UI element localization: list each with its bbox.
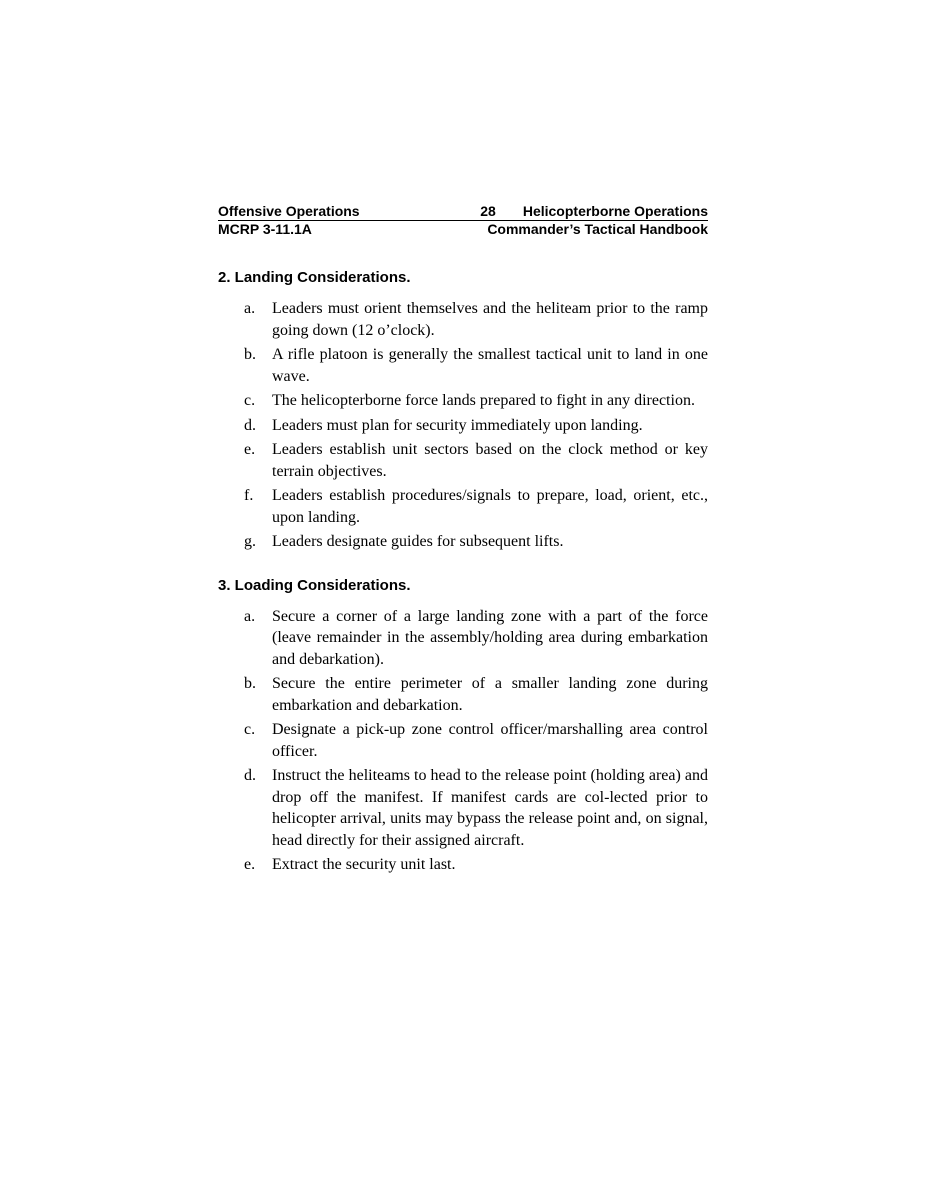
item-letter: g. xyxy=(244,533,256,550)
document-page xyxy=(218,203,708,879)
section-title-landing: 2. Landing Considerations. xyxy=(218,269,411,286)
item-text: Instruct the heliteams to head to the release point (holding area) and drop off the manifest. If manifest cards are col-lected prior to helicopter arrival, units may bypass the release point and, on signal, head directly for their assigned aircraft. xyxy=(272,767,708,849)
running-header-bottom xyxy=(218,221,708,238)
item-letter: c. xyxy=(244,721,256,738)
chapter-title: Offensive Operations xyxy=(218,203,360,219)
item-text: Secure the entire perimeter of a smaller landing zone during embarkation and debarkation. xyxy=(272,675,708,714)
item-letter: b. xyxy=(244,675,256,692)
list-item xyxy=(218,531,708,553)
item-text: Secure a corner of a large landing zone with a part of the force (leave remainder in the assembly/holding area during embarkation and debarkation). xyxy=(272,607,708,668)
page-number: 28 xyxy=(480,203,496,219)
publication-title: Commander’s Tactical Handbook xyxy=(487,221,708,237)
item-letter: e. xyxy=(244,856,256,873)
item-text: Leaders designate guides for subsequent lifts. xyxy=(272,533,564,550)
item-text: Designate a pick-up zone control officer/marshalling area control officer. xyxy=(272,721,708,760)
item-text: Extract the security unit last. xyxy=(272,856,456,873)
list-item xyxy=(218,298,708,341)
list-item xyxy=(218,765,708,851)
item-text: Leaders establish unit sectors based on the clock method or key terrain objectives. xyxy=(272,441,708,480)
section-topic: Helicopterborne Operations xyxy=(522,203,708,219)
list-item xyxy=(218,673,708,716)
publication-number: MCRP 3-11.1A xyxy=(218,221,312,237)
item-letter: d. xyxy=(244,416,256,434)
list-item xyxy=(218,344,708,387)
list-item xyxy=(218,439,708,482)
item-letter: a. xyxy=(244,607,256,625)
list-item xyxy=(218,415,708,437)
item-letter: a. xyxy=(244,300,256,317)
running-header-top xyxy=(218,203,708,221)
item-text: Leaders must orient themselves and the heliteam prior to the ramp going down (12 o’clock). xyxy=(272,300,708,339)
list-item xyxy=(218,390,708,412)
item-letter: c. xyxy=(244,392,256,409)
item-text: Leaders must plan for security immediately upon landing. xyxy=(272,416,643,434)
list-item xyxy=(218,854,708,876)
list-item xyxy=(218,485,708,528)
loading-considerations-list xyxy=(218,606,708,876)
list-item xyxy=(218,606,708,671)
item-text: The helicopterborne force lands prepared to fight in any direction. xyxy=(272,392,695,409)
section-title-loading: 3. Loading Considerations. xyxy=(218,576,411,594)
item-letter: d. xyxy=(244,767,256,784)
item-letter: b. xyxy=(244,346,256,363)
header-center-group xyxy=(480,203,708,220)
item-letter: f. xyxy=(244,487,254,504)
item-text: A rifle platoon is generally the smallest tactical unit to land in one wave. xyxy=(272,346,708,385)
item-text: Leaders establish procedures/signals to prepare, load, orient, etc., upon landing. xyxy=(272,487,708,526)
list-item xyxy=(218,719,708,762)
landing-considerations-list xyxy=(218,298,708,553)
item-letter: e. xyxy=(244,441,256,458)
